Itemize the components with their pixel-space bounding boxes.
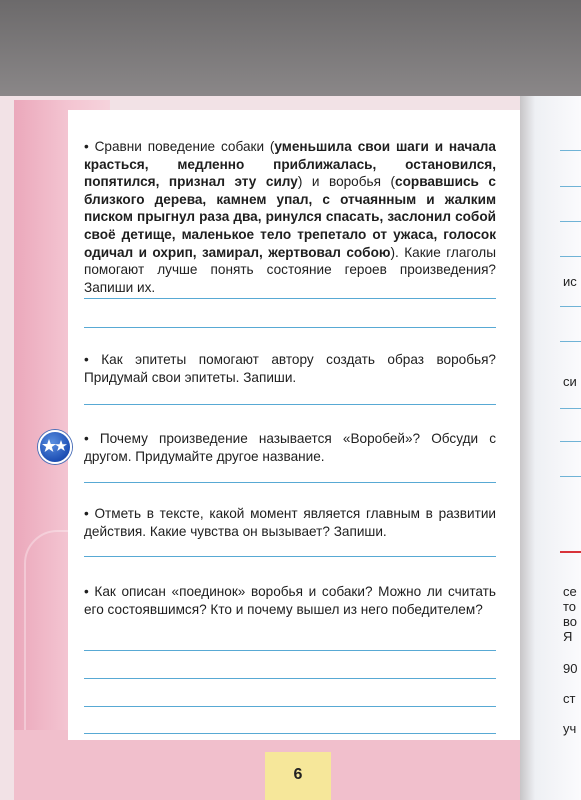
page-number-tab bbox=[265, 752, 331, 800]
task-text: Сравни поведение собаки ( bbox=[94, 139, 275, 154]
next-page-line bbox=[560, 341, 581, 342]
task-bold-text: сорвавшись с близкого дерева, камнем упал, с отчаянным и жалким писком прыгнул раза два, ринулся спасать, заслонил собой своё детище, маленькое тело трепетало от ужаса, голосок одичал и охрип, замирал, жертвовал собою bbox=[84, 174, 496, 260]
next-page-red-line bbox=[560, 551, 581, 553]
task-bullet: • bbox=[84, 352, 89, 367]
answer-line[interactable] bbox=[84, 733, 496, 734]
next-page-line bbox=[560, 221, 581, 222]
page-number: 6 bbox=[293, 766, 303, 783]
task-text: ). Какие глаголы помогают лучше понять состояние героев произведения? Запиши их. bbox=[84, 244, 497, 295]
next-page-line bbox=[560, 441, 581, 442]
answer-line[interactable] bbox=[84, 404, 496, 405]
task-5 bbox=[84, 583, 496, 618]
task-bullet: • bbox=[84, 584, 89, 599]
next-page-text: Я bbox=[563, 629, 573, 644]
next-page-line bbox=[560, 150, 581, 151]
next-page-line bbox=[560, 256, 581, 257]
task-text: Отметь в тексте, какой момент является главным в развитии действия. Какие чувства он вызывает? Запиши. bbox=[84, 506, 497, 539]
task-text: Как описан «поединок» воробья и собаки? Можно ли считать его состоявшимся? Кто и почему вышел из него победителем? bbox=[84, 584, 496, 617]
task-bullet: • bbox=[84, 506, 89, 521]
answer-line[interactable] bbox=[84, 678, 496, 679]
next-page-edge bbox=[520, 96, 581, 800]
answer-line[interactable] bbox=[84, 327, 496, 328]
two-stars-icon bbox=[42, 438, 68, 454]
answer-line[interactable] bbox=[84, 298, 496, 299]
next-page-line bbox=[560, 408, 581, 409]
task-bullet: • bbox=[84, 431, 89, 446]
task-text: Почему произведение называется «Воробей»? Обсуди с другом. Придумайте другое название. bbox=[84, 431, 497, 464]
next-page-text: 90 bbox=[563, 661, 578, 676]
task-text: Как эпитеты помогают автору создать образ воробья? Придумай свои эпитеты. Запиши. bbox=[84, 352, 496, 385]
task-2 bbox=[84, 351, 496, 386]
task-bullet: • bbox=[84, 139, 89, 154]
task-bold-text: уменьшила свои шаги и начала красться, медленно приближалась, остановился, попятился, признал эту силу bbox=[84, 139, 496, 190]
task-text: ) и воробья ( bbox=[297, 174, 396, 190]
next-page-line bbox=[560, 476, 581, 477]
answer-line[interactable] bbox=[84, 650, 496, 651]
next-page-text: уч bbox=[563, 721, 577, 736]
two-stars-icon bbox=[38, 430, 72, 464]
next-page-text: то bbox=[563, 599, 577, 614]
task-3 bbox=[84, 430, 496, 465]
task-1 bbox=[84, 138, 496, 296]
next-page-text: се bbox=[563, 584, 577, 599]
next-page-line bbox=[560, 186, 581, 187]
next-page-text: ис bbox=[563, 274, 577, 289]
task-4 bbox=[84, 505, 496, 540]
answer-line[interactable] bbox=[84, 556, 496, 557]
next-page-text: во bbox=[563, 614, 577, 629]
scan-background bbox=[0, 0, 581, 96]
answer-line[interactable] bbox=[84, 482, 496, 483]
answer-line[interactable] bbox=[84, 706, 496, 707]
next-page-text: си bbox=[563, 374, 577, 389]
next-page-line bbox=[560, 306, 581, 307]
next-page-text: ст bbox=[563, 691, 576, 706]
